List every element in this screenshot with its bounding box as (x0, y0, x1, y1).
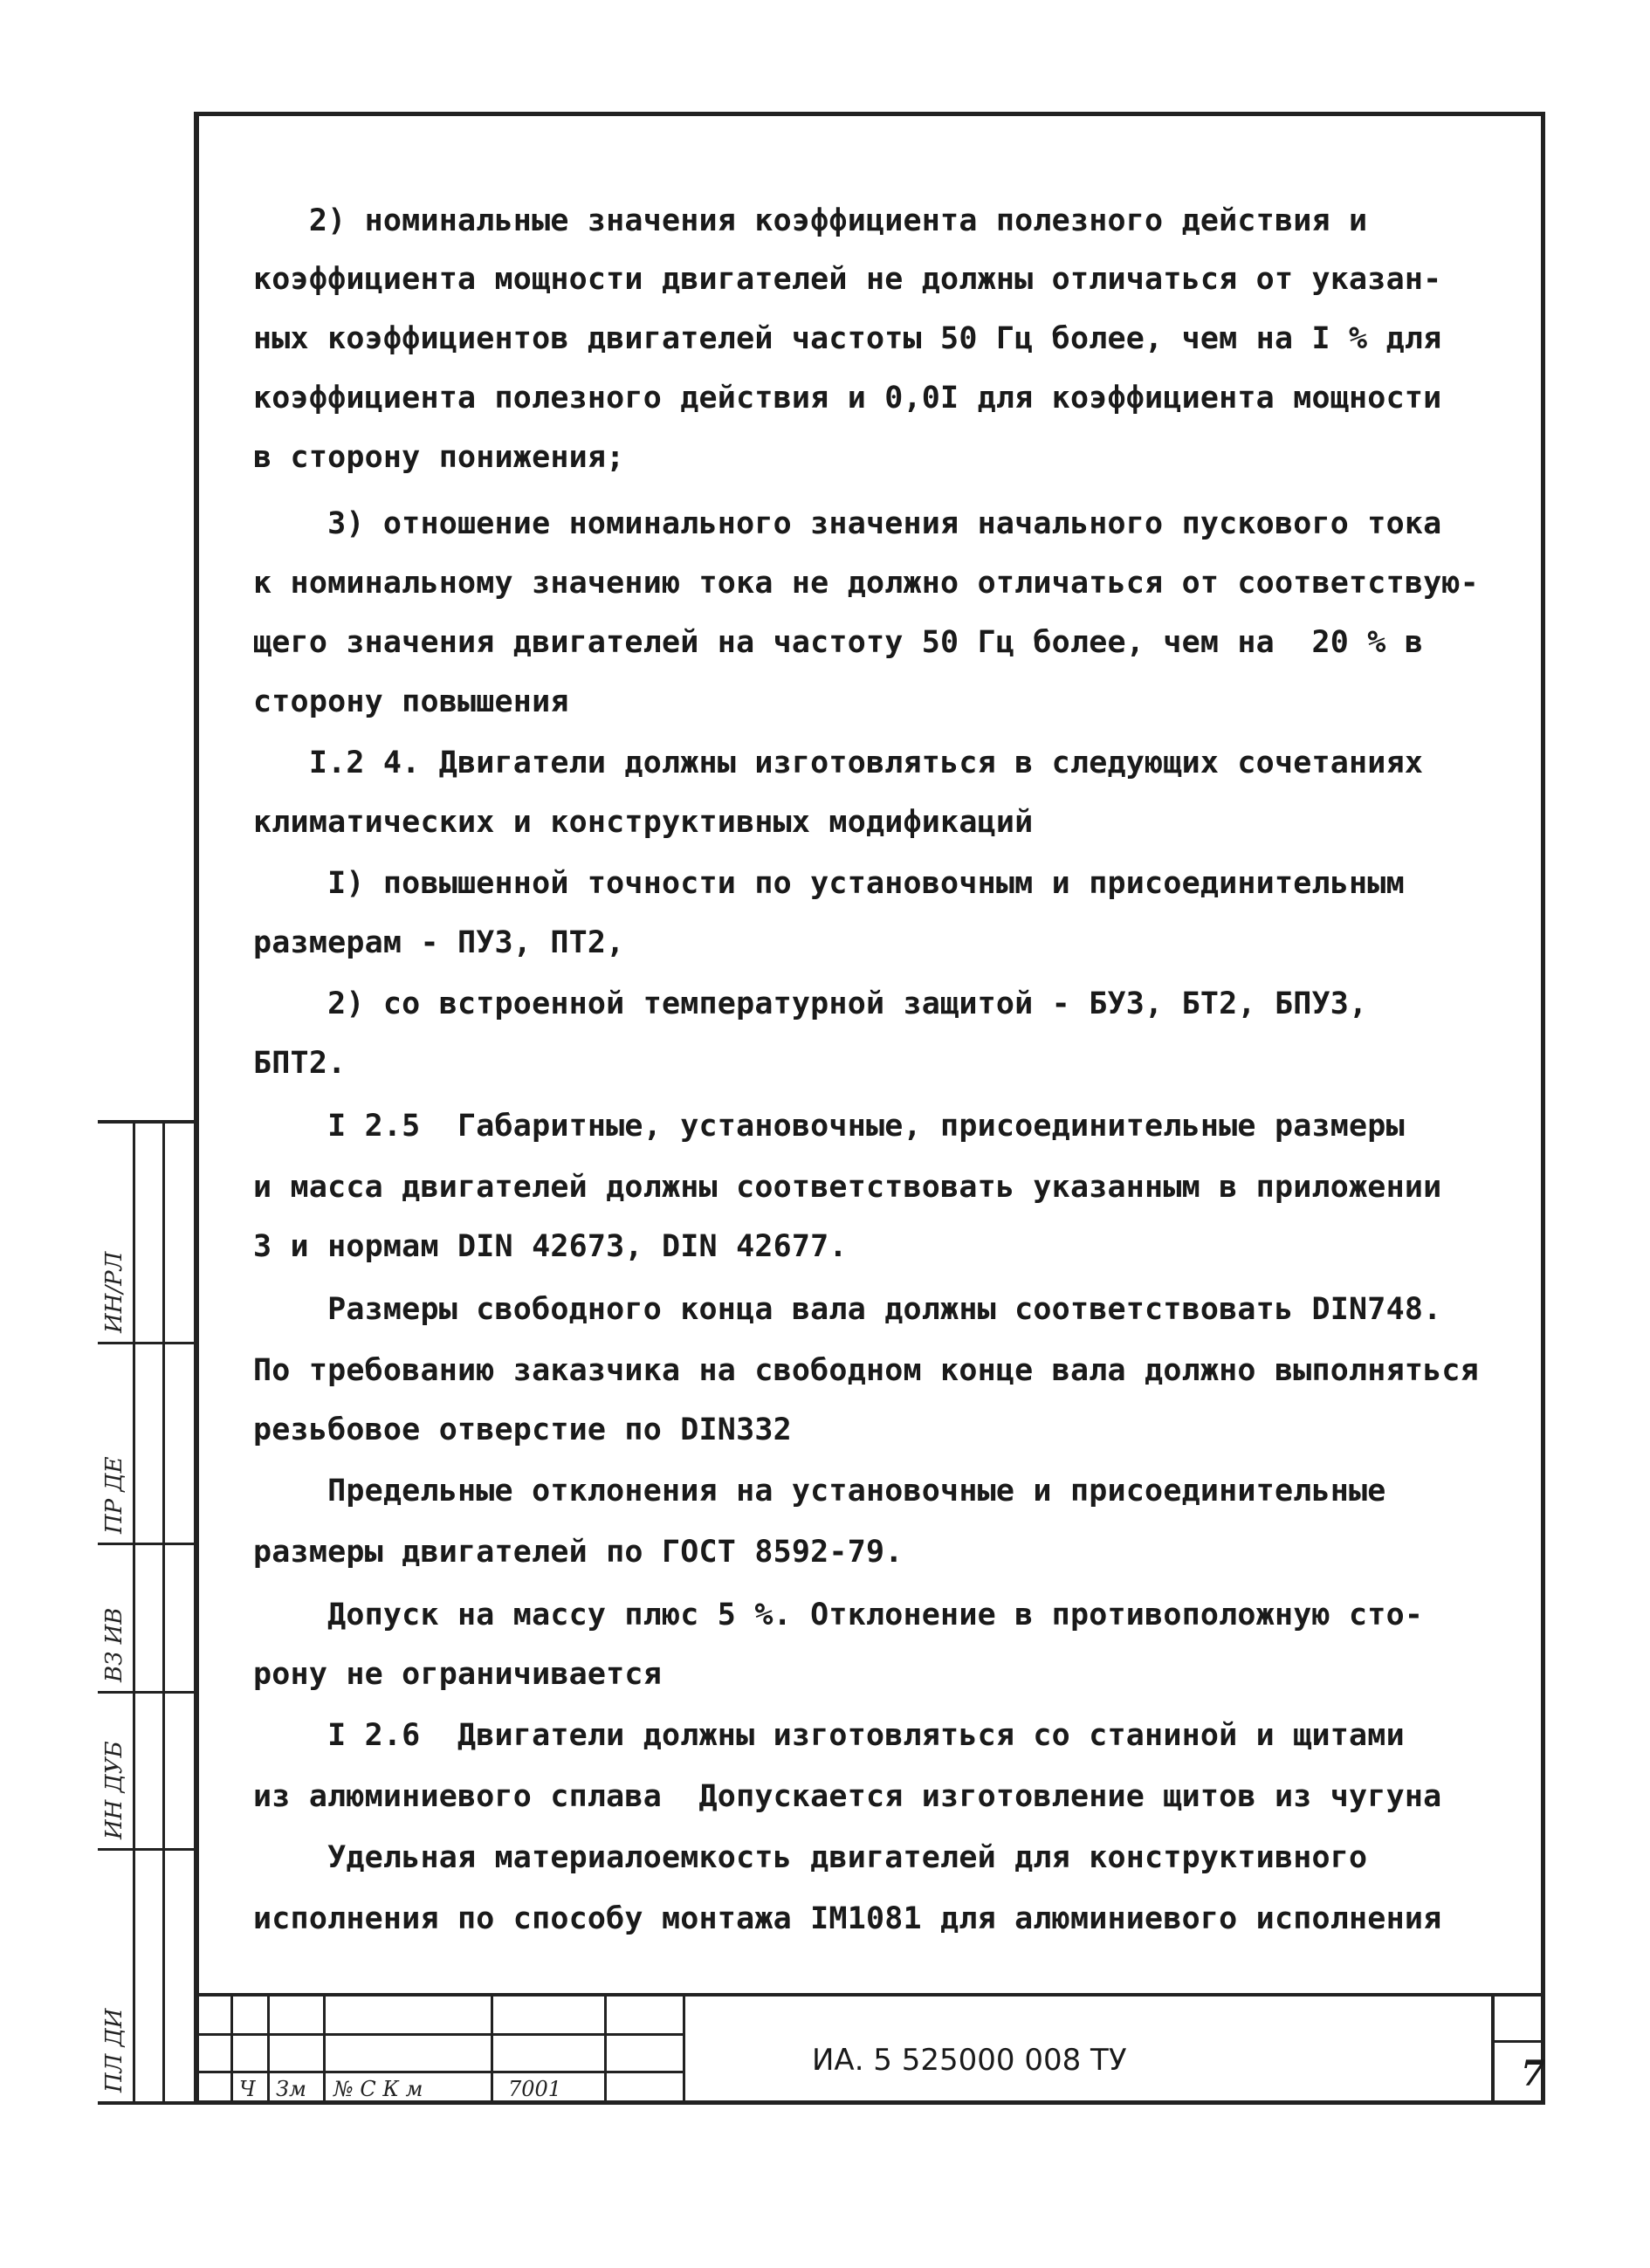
text-line: ных коэффициентов двигателей частоты 50 Гц более, чем на I % для (253, 321, 1442, 356)
side-label-5: ПЛ ДИ (101, 2008, 127, 2093)
text-line: размерам - ПУЗ, ПТ2, (253, 925, 625, 960)
text-line: исполнения по способу монтажа IM1081 для алюминиевого исполнения (253, 1901, 1442, 1936)
text-line: Допуск на массу плюс 5 %. Отклонение в противоположную сто- (253, 1598, 1424, 1632)
side-label-4: ИН ДУБ (101, 1741, 127, 1839)
text-line: размеры двигателей по ГОСТ 8592-79. (253, 1535, 904, 1570)
text-line: резьбовое отверстие по DIN332 (253, 1412, 792, 1447)
text-line: к номинальному значению тока не должно отличаться от соответствую- (253, 566, 1479, 601)
text-line: 2) номинальные значения коэффициента полезного действия и (253, 203, 1368, 238)
stamp-cell-2: Зм (276, 2077, 306, 2101)
stamp-cell-1: Ч (239, 2077, 256, 2101)
text-line: в сторону понижения; (253, 440, 625, 475)
text-line: I 2.5 Габаритные, установочные, присоединительные размеры (253, 1109, 1405, 1144)
text-line: коэффициента мощности двигателей не должны отличаться от указан- (253, 262, 1442, 297)
side-label-1: ИН/РЛ (101, 1251, 127, 1333)
text-line: Размеры свободного конца вала должны соответствовать DIN748. (253, 1292, 1442, 1327)
text-line: 3 и нормам DIN 42673, DIN 42677. (253, 1229, 848, 1264)
text-line: рону не ограничивается (253, 1657, 662, 1692)
text-line: сторону повышения (253, 684, 569, 719)
text-line: из алюминиевого сплава Допускается изготовление щитов из чугуна (253, 1779, 1442, 1814)
text-line: щего значения двигателей на частоту 50 Гц более, чем на 20 % в (253, 625, 1424, 660)
text-line: По требованию заказчика на свободном конце вала должно выполняться (253, 1353, 1479, 1388)
side-label-2: ПР ДЕ (101, 1456, 127, 1534)
text-line: климатических и конструктивных модификаций (253, 805, 1034, 840)
text-line: БПТ2. (253, 1046, 347, 1081)
stamp-cell-3: № С К м (333, 2077, 423, 2101)
text-line: коэффициента полезного действия и 0,0I для коэффициента мощности (253, 381, 1442, 416)
document-designation: ИА. 5 525000 008 ТУ (812, 2043, 1127, 2078)
stamp-cell-4: 7001 (508, 2077, 562, 2101)
text-line: 3) отношение номинального значения начального пускового тока (253, 506, 1442, 541)
text-line: I 2.6 Двигатели должны изготовляться со станиной и щитами (253, 1718, 1405, 1753)
text-line: и масса двигателей должны соответствовать указанным в приложении (253, 1170, 1442, 1205)
text-line: I) повышенной точности по установочным и присоединительным (253, 866, 1405, 901)
page-number: 7 (1521, 2053, 1545, 2094)
text-line: Предельные отклонения на установочные и присоединительные (253, 1474, 1386, 1509)
side-label-3: ВЗ ИВ (101, 1607, 127, 1682)
text-line: I.2 4. Двигатели должны изготовляться в следующих сочетаниях (253, 746, 1424, 780)
side-registration-strip (98, 1120, 194, 2105)
text-line: Удельная материалоемкость двигателей для конструктивного (253, 1840, 1368, 1875)
text-line: 2) со встроенной температурной защитой - БУЗ, БТ2, БПУЗ, (253, 986, 1368, 1021)
